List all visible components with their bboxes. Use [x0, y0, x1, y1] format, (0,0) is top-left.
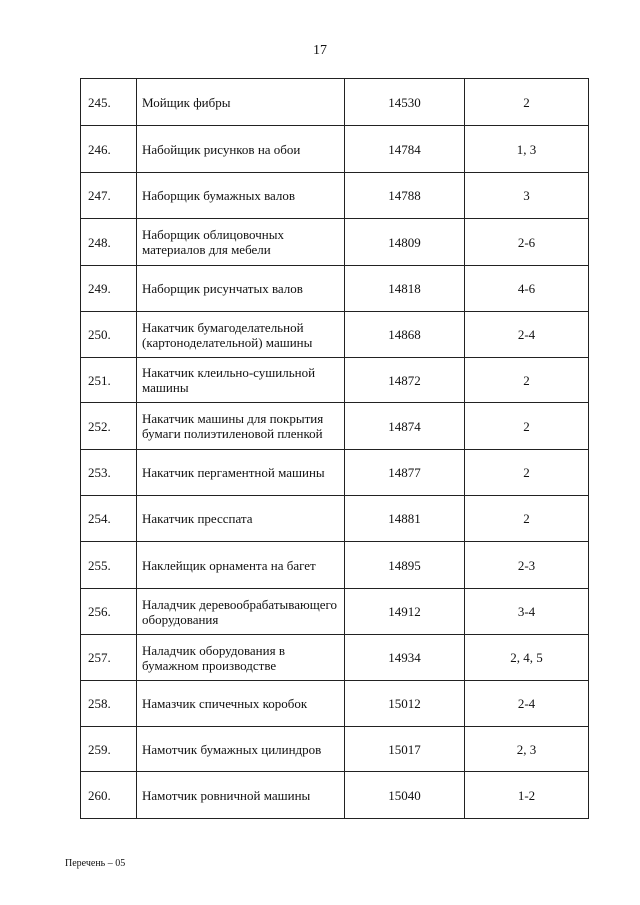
profession-name-cell: Накатчик машины для покрытия бумаги полиэтиленовой пленкой: [137, 403, 345, 450]
row-number-cell: 256.: [81, 589, 137, 635]
row-number-cell: 252.: [81, 403, 137, 450]
table-row: [81, 496, 589, 542]
profession-code-cell: 15040: [345, 772, 465, 819]
profession-code-cell: 14784: [345, 126, 465, 173]
profession-name-cell: Наладчик деревообрабатывающего оборудования: [137, 589, 345, 635]
table-row: [81, 219, 589, 266]
profession-code-cell: 14530: [345, 79, 465, 126]
row-number-cell: 251.: [81, 358, 137, 403]
row-number-cell: 258.: [81, 681, 137, 727]
category-range-cell: 2: [465, 358, 589, 403]
profession-name-cell: Накатчик клеильно-сушильной машины: [137, 358, 345, 403]
profession-name-cell: Накатчик пергаментной машины: [137, 450, 345, 496]
row-number-cell: 250.: [81, 312, 137, 358]
profession-name-cell: Намазчик спичечных коробок: [137, 681, 345, 727]
profession-code-cell: 14912: [345, 589, 465, 635]
profession-name-cell: Наклейщик орнамента на багет: [137, 542, 345, 589]
table-row: [81, 403, 589, 450]
profession-name-cell: Мойщик фибры: [137, 79, 345, 126]
table-row: [81, 358, 589, 403]
row-number-cell: 248.: [81, 219, 137, 266]
category-range-cell: 3-4: [465, 589, 589, 635]
row-number-cell: 245.: [81, 79, 137, 126]
profession-name-cell: Наладчик оборудования в бумажном производстве: [137, 635, 345, 681]
category-range-cell: 2: [465, 496, 589, 542]
table-row: [81, 173, 589, 219]
row-number-cell: 260.: [81, 772, 137, 819]
category-range-cell: 2: [465, 79, 589, 126]
page-number: 17: [313, 43, 327, 58]
profession-code-cell: 14874: [345, 403, 465, 450]
table-row: [81, 727, 589, 772]
table-row: [81, 542, 589, 589]
category-range-cell: 1, 3: [465, 126, 589, 173]
table-row: [81, 266, 589, 312]
profession-code-cell: 14881: [345, 496, 465, 542]
profession-name-cell: Набойщик рисунков на обои: [137, 126, 345, 173]
row-number-cell: 246.: [81, 126, 137, 173]
row-number-cell: 255.: [81, 542, 137, 589]
table-row: [81, 450, 589, 496]
row-number-cell: 249.: [81, 266, 137, 312]
category-range-cell: 2, 4, 5: [465, 635, 589, 681]
profession-code-cell: 14818: [345, 266, 465, 312]
footer-label: Перечень – 05: [65, 858, 126, 869]
profession-code-cell: 14788: [345, 173, 465, 219]
category-range-cell: 2-4: [465, 681, 589, 727]
row-number-cell: 259.: [81, 727, 137, 772]
professions-table: [80, 78, 589, 819]
row-number-cell: 257.: [81, 635, 137, 681]
profession-code-cell: 14895: [345, 542, 465, 589]
category-range-cell: 4-6: [465, 266, 589, 312]
profession-name-cell: Наборщик облицовочных материалов для мебели: [137, 219, 345, 266]
category-range-cell: 3: [465, 173, 589, 219]
row-number-cell: 247.: [81, 173, 137, 219]
table-row: [81, 312, 589, 358]
professions-table-body: [81, 79, 589, 819]
category-range-cell: 2-3: [465, 542, 589, 589]
profession-code-cell: 14868: [345, 312, 465, 358]
profession-name-cell: Наборщик рисунчатых валов: [137, 266, 345, 312]
profession-name-cell: Намотчик ровничной машины: [137, 772, 345, 819]
profession-code-cell: 14934: [345, 635, 465, 681]
table-row: [81, 635, 589, 681]
category-range-cell: 2: [465, 450, 589, 496]
row-number-cell: 253.: [81, 450, 137, 496]
category-range-cell: 2-4: [465, 312, 589, 358]
table-row: [81, 126, 589, 173]
table-row: [81, 589, 589, 635]
category-range-cell: 2, 3: [465, 727, 589, 772]
row-number-cell: 254.: [81, 496, 137, 542]
category-range-cell: 2-6: [465, 219, 589, 266]
profession-name-cell: Накатчик пресспата: [137, 496, 345, 542]
category-range-cell: 1-2: [465, 772, 589, 819]
profession-code-cell: 15017: [345, 727, 465, 772]
category-range-cell: 2: [465, 403, 589, 450]
profession-code-cell: 15012: [345, 681, 465, 727]
profession-code-cell: 14809: [345, 219, 465, 266]
table-row: [81, 681, 589, 727]
profession-name-cell: Накатчик бумагоделательной (картоноделательной) машины: [137, 312, 345, 358]
table-row: [81, 79, 589, 126]
table-row: [81, 772, 589, 819]
profession-code-cell: 14872: [345, 358, 465, 403]
profession-name-cell: Намотчик бумажных цилиндров: [137, 727, 345, 772]
profession-name-cell: Наборщик бумажных валов: [137, 173, 345, 219]
profession-code-cell: 14877: [345, 450, 465, 496]
